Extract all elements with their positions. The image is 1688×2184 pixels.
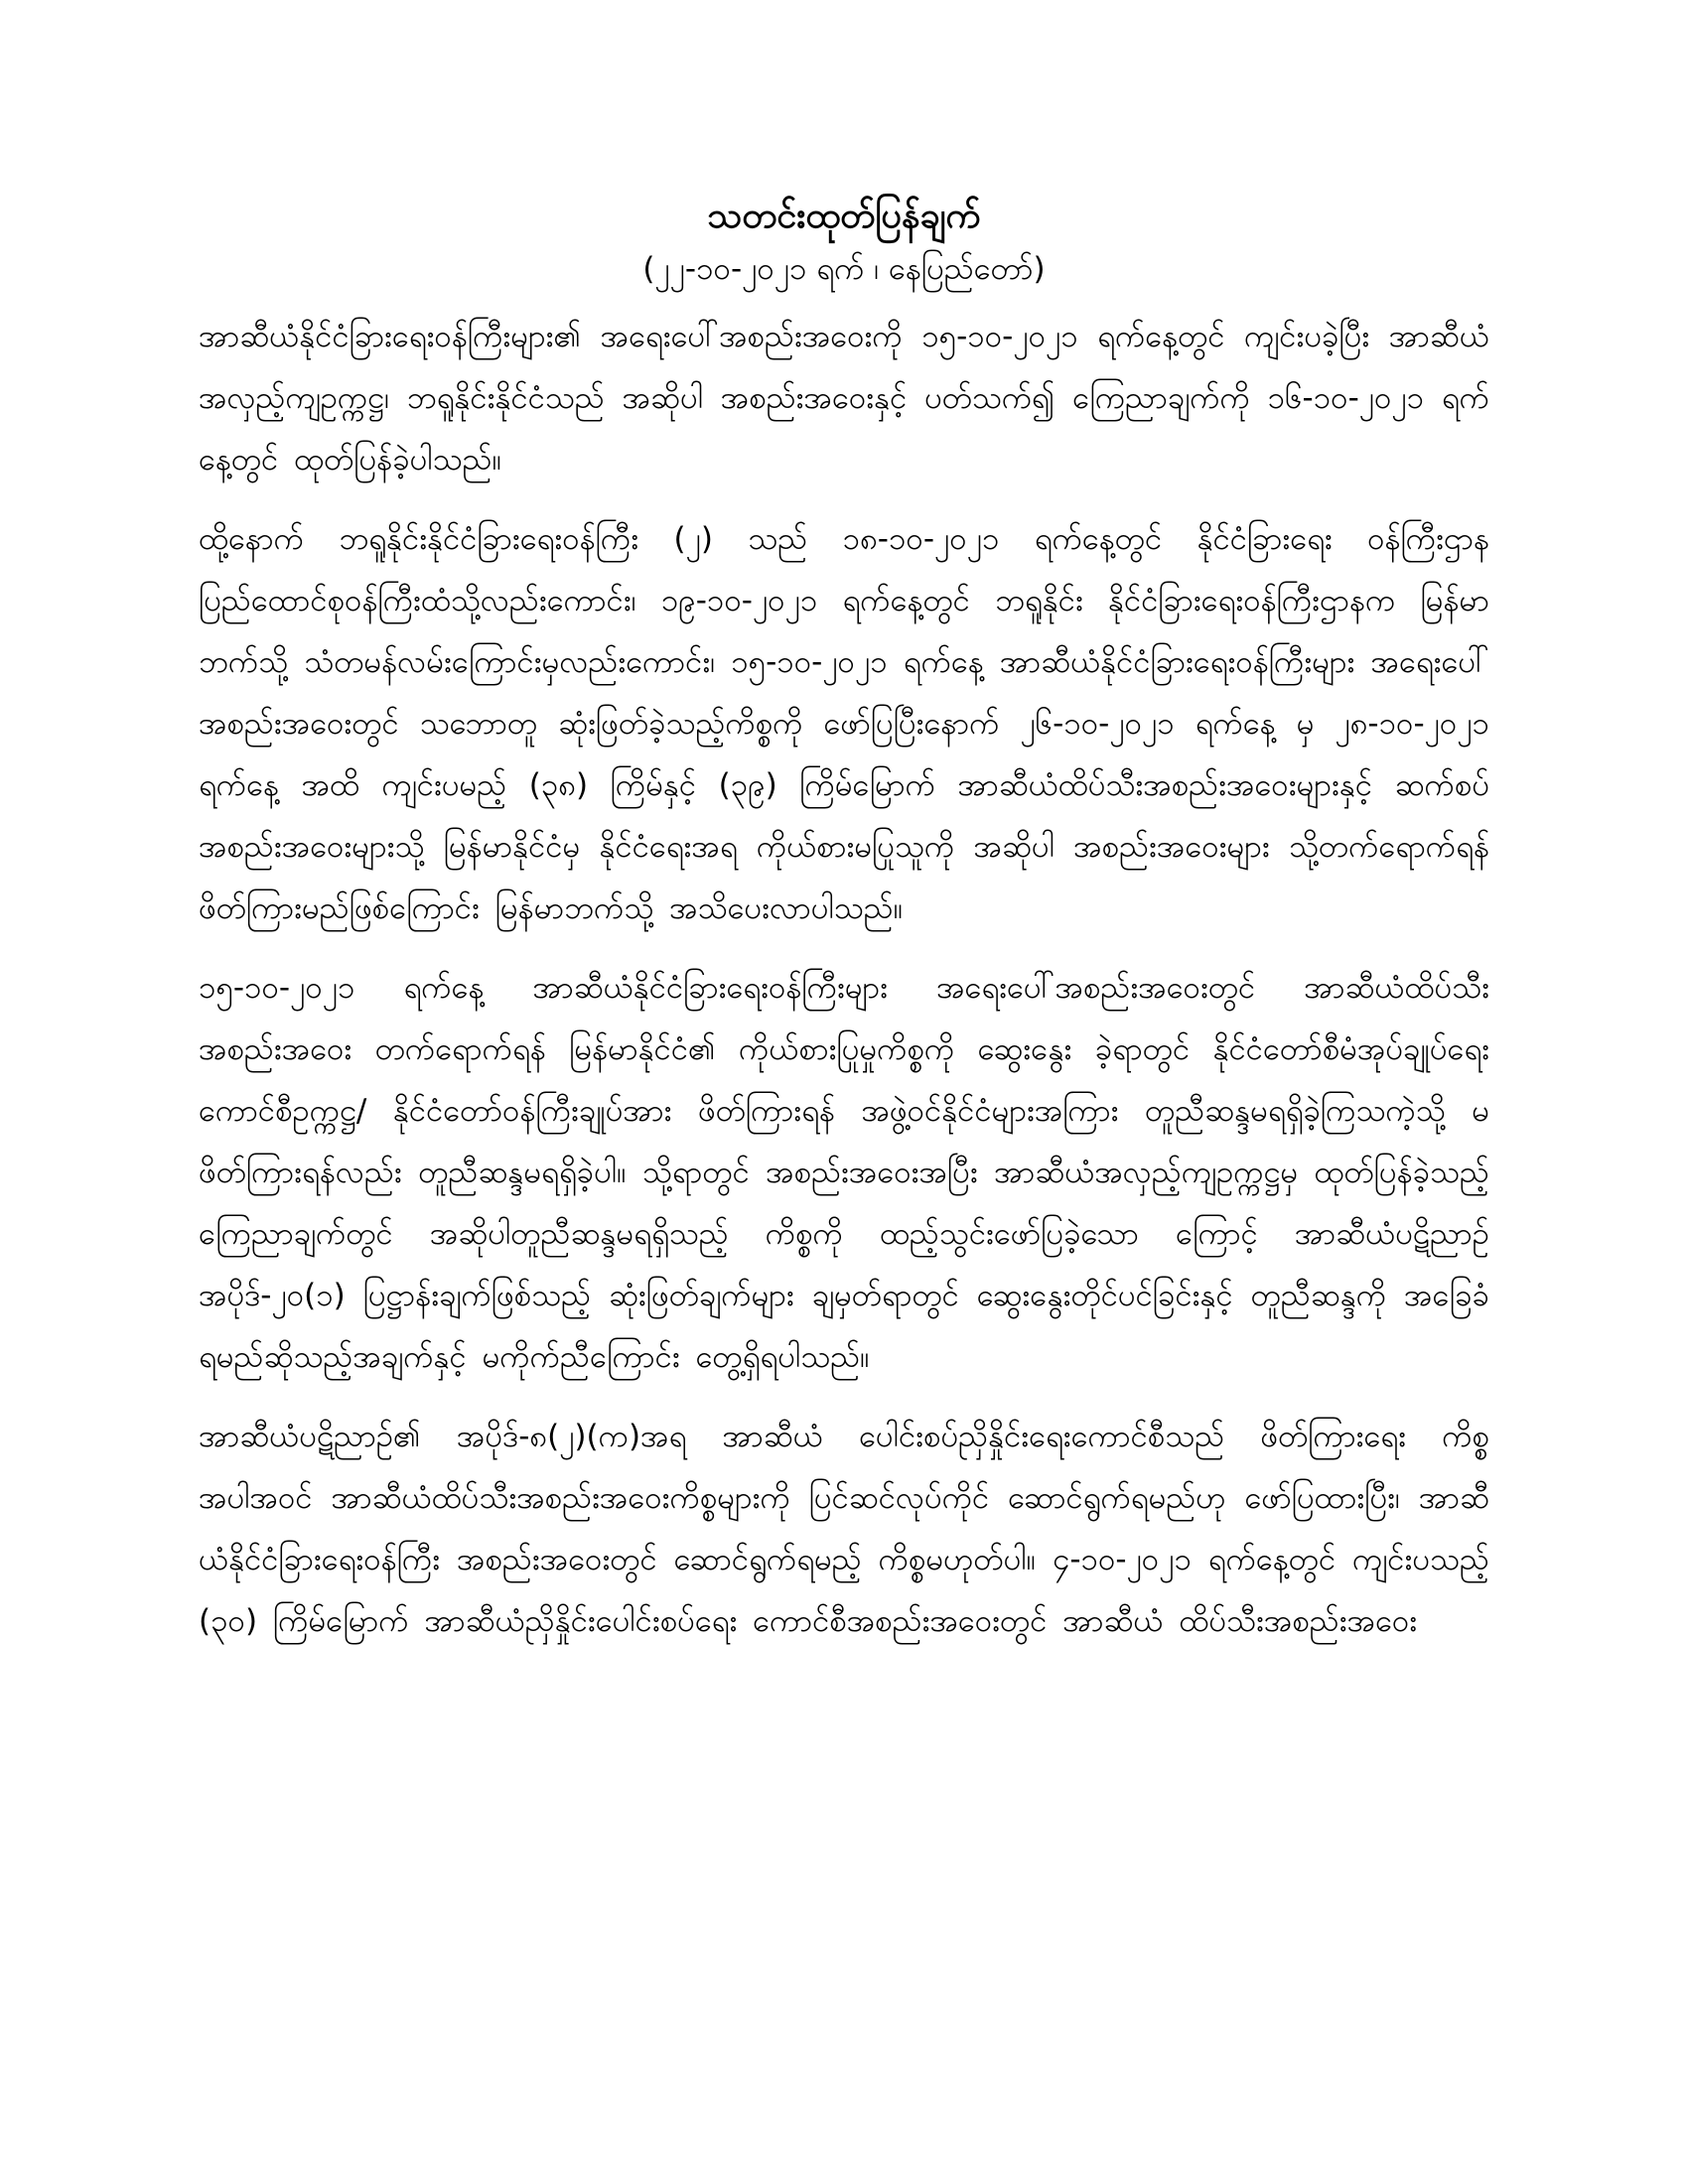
paragraph-2: ထို့နောက် ဘရူနိုင်းနိုင်ငံခြားရေးဝန်ကြီး (၂) သည် ၁၈-၁၀-၂၀၂၁ ရက်နေ့တွင် နိုင်ငံခြားရေး ဝန်ကြီးဌာန ပြည်ထောင်စုဝန်ကြီးထံသို့လည်းကောင်း၊ ၁၉-၁၀-၂၀၂၁ ရက်နေ့တွင် ဘရူနိုင်း နိုင်ငံခြားရေးဝန်ကြီးဌာနက မြန်မာဘက်သို့ သံတမန်လမ်းကြောင်းမှလည်းကောင်း၊ ၁၅-၁၀-၂၀၂၁ ရက်နေ့ အာဆီယံနိုင်ငံခြားရေးဝန်ကြီးများ အရေးပေါ်အစည်းအဝေးတွင် သဘောတူ ဆုံးဖြတ်ခဲ့သည့်ကိစ္စကို ဖော်ပြပြီးနောက် ၂၆-၁၀-၂၀၂၁ ရက်နေ့ မှ ၂၈-၁၀-၂၀၂၁ ရက်နေ့ အထိ ကျင်းပမည့် (၃၈) ကြိမ်နှင့် (၃၉) ကြိမ်မြောက် အာဆီယံထိပ်သီးအစည်းအဝေးများနှင့် ဆက်စပ် အစည်းအဝေးများသို့ မြန်မာနိုင်ငံမှ နိုင်ငံရေးအရ ကိုယ်စားမပြုသူကို အဆိုပါ အစည်းအဝေးများ သို့တက်ရောက်ရန် ဖိတ်ကြားမည်ဖြစ်ကြောင်း မြန်မာဘက်သို့ အသိပေးလာပါသည်။ (199, 521, 1489, 926)
document-page (199, 189, 1489, 2075)
document-date-location: (၂၂-၁၀-၂၀၂၁ ရက် ၊ နေပြည်တော်) (642, 251, 1046, 287)
document-title: သတင်းထုတ်ပြန်ချက် (707, 196, 981, 236)
paragraph-3: ၁၅-၁၀-၂၀၂၁ ရက်နေ့ အာဆီယံနိုင်ငံခြားရေးဝန်ကြီးများ အရေးပေါ်အစည်းအဝေးတွင် အာဆီယံထိပ်သီးအစည်းအဝေး တက်ရောက်ရန် မြန်မာနိုင်ငံ၏ ကိုယ်စားပြုမှုကိစ္စကို ဆွေးနွေး ခဲ့ရာတွင် နိုင်ငံတော်စီမံအုပ်ချုပ်ရေးကောင်စီဥက္ကဋ္ဌ/ နိုင်ငံတော်ဝန်ကြီးချုပ်အား ဖိတ်ကြားရန် အဖွဲ့ဝင်နိုင်ငံများအကြား တူညီဆန္ဒမရရှိခဲ့ကြသကဲ့သို့ မဖိတ်ကြားရန်လည်း တူညီဆန္ဒမရရှိခဲ့ပါ။ သို့ရာတွင် အစည်းအဝေးအပြီး အာဆီယံအလှည့်ကျဥက္ကဋ္ဌမှ ထုတ်ပြန်ခဲ့သည့် ကြေညာချက်တွင် အဆိုပါတူညီဆန္ဒမရရှိသည့် ကိစ္စကို ထည့်သွင်းဖော်ပြခဲ့သော ကြောင့် အာဆီယံပဋိညာဉ် အပိုဒ်-၂၀(၁) ပြဋ္ဌာန်းချက်ဖြစ်သည့် ဆုံးဖြတ်ချက်များ ချမှတ်ရာတွင် ဆွေးနွေးတိုင်ပင်ခြင်းနှင့် တူညီဆန္ဒကို အခြေခံရမည်ဆိုသည့်အချက်နှင့် မကိုက်ညီကြောင်း တွေ့ရှိရပါသည်။ (199, 970, 1489, 1375)
paragraph-1: အာဆီယံနိုင်ငံခြားရေးဝန်ကြီးများ၏ အရေးပေါ်အစည်းအဝေးကို ၁၅-၁၀-၂၀၂၁ ရက်နေ့တွင် ကျင်းပခဲ့ပြီး အာဆီယံအလှည့်ကျဥက္ကဋ္ဌ၊ ဘရူနိုင်းနိုင်ငံသည် အဆိုပါ အစည်းအဝေးနှင့် ပတ်သက်၍ ကြေညာချက်ကို ၁၆-၁၀-၂၀၂၁ ရက်နေ့တွင် ထုတ်ပြန်ခဲ့ပါသည်။ (199, 319, 1489, 478)
paragraph-4: အာဆီယံပဋိညာဉ်၏ အပိုဒ်-၈(၂)(က)အရ အာဆီယံ ပေါင်းစပ်ညှိနှိုင်းရေးကောင်စီသည် ဖိတ်ကြားရေး ကိစ္စအပါအဝင် အာဆီယံထိပ်သီးအစည်းအဝေးကိစ္စများကို ပြင်ဆင်လုပ်ကိုင် ဆောင်ရွက်ရမည်ဟု ဖော်ပြထားပြီး၊ အာဆီယံနိုင်ငံခြားရေးဝန်ကြီး အစည်းအဝေးတွင် ဆောင်ရွက်ရမည့် ကိစ္စမဟုတ်ပါ။ ၄-၁၀-၂၀၂၁ ရက်နေ့တွင် ကျင်းပသည့် (၃၀) ကြိမ်မြောက် အာဆီယံညှိနှိုင်းပေါင်းစပ်ရေး ကောင်စီအစည်းအဝေးတွင် အာဆီယံ ထိပ်သီးအစည်းအဝေး (199, 1419, 1489, 1639)
